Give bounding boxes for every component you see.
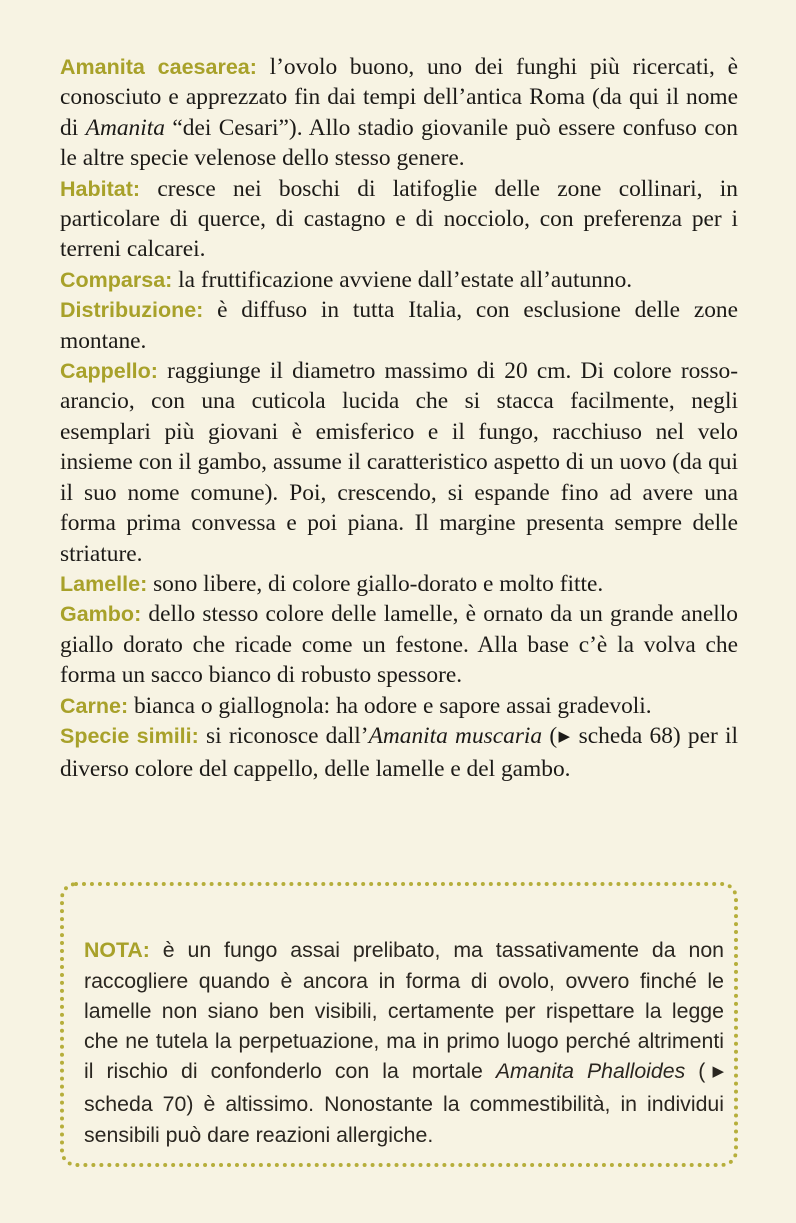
- entry-0: [60, 52, 738, 174]
- body-text: la fruttificazione avviene dall’estate all’autunno.: [172, 266, 633, 293]
- italic-species-name: Amanita Phalloides: [495, 1059, 686, 1084]
- body-text: bianca o giallognola: ha odore e sapore assai gradevoli.: [128, 692, 652, 719]
- body-text: sono libere, di colore giallo-dorato e molto fitte.: [147, 570, 604, 597]
- body-text: dello stesso colore delle lamelle, è ornato da un grande anello giallo dorato che ricade come un festone. Alla base c’è la volva che forma un sacco bianco di robusto spessore.: [60, 601, 738, 689]
- body-text: raggiunge il diametro massimo di 20 cm. Di colore rosso-arancio, con una cuticola lucida che si stacca facilmente, negli esemplari più giovani è emisferico e il fungo, racchiuso nel velo insieme con il gambo, assume il caratteristico aspetto di un uovo (da qui il suo nome comune). Poi, crescendo, si espande fino ad avere una forma prima convessa e poi piana. Il margine presenta sempre delle striature.: [60, 358, 738, 567]
- arrow-right-icon: ▶: [705, 1063, 724, 1081]
- body-text: scheda 68) per il diverso colore del cappello, delle lamelle e del gambo.: [60, 722, 739, 783]
- nota-label: NOTA:: [84, 938, 150, 963]
- entry-label: Gambo:: [60, 602, 142, 627]
- entry-label: Distribuzione:: [60, 298, 204, 323]
- entry-3: [60, 295, 738, 356]
- nota-text: [84, 935, 724, 1149]
- body-text: cresce nei boschi di latifoglie delle zone collinari, in particolare di querce, di castagno e di nocciolo, con preferenza per i terreni calcarei.: [60, 175, 738, 263]
- entry-label: Habitat:: [60, 176, 141, 201]
- arrow-right-icon: ▶: [557, 728, 572, 745]
- body-text: è diffuso in tutta Italia, con esclusione delle zone montane.: [60, 297, 738, 354]
- body-text: l’ovolo buono, uno dei funghi più ricercati, è conosciuto e apprezzato fin dai tempi dell’antica Roma (da qui il nome di: [60, 54, 738, 141]
- entry-label: Lamelle:: [60, 571, 148, 596]
- species-description: [60, 52, 738, 785]
- body-text: si riconosce dall’: [198, 722, 369, 749]
- nota-box: [60, 882, 738, 1167]
- italic-species-name: Amanita muscaria: [368, 722, 543, 749]
- entry-2: [60, 265, 738, 295]
- entry-1: [60, 174, 738, 265]
- body-text: è un fungo assai prelibato, ma tassativamente da non raccogliere quando è ancora in forma di ovolo, ovvero finché le lamelle non siano ben visibili, certamente per rispettare la legge che ne tutela la perpetuazione, ma in primo luogo perché altrimenti il rischio di confonderlo con la mortale: [84, 938, 725, 1084]
- entry-label: Carne:: [60, 693, 129, 718]
- body-text: (: [542, 722, 558, 749]
- entry-4: [60, 356, 738, 569]
- italic-species-name: Amanita: [85, 114, 165, 141]
- entry-6: [60, 599, 738, 690]
- entry-8: [60, 721, 738, 785]
- entry-5: [60, 569, 738, 599]
- body-text: (: [685, 1059, 706, 1084]
- entry-label: Specie simili:: [60, 723, 199, 748]
- body-text: scheda 70) è altissimo. Nonostante la commestibilità, in individui sensibili può dare reazioni allergiche.: [84, 1092, 724, 1147]
- entry-label: Amanita caesarea:: [60, 55, 257, 79]
- entry-7: [60, 691, 738, 721]
- entry-label: Cappello:: [60, 359, 158, 384]
- entry-label: Comparsa:: [60, 267, 173, 292]
- body-text: “dei Cesari”). Allo stadio giovanile può essere confuso con le altre specie velenose dello stesso genere.: [60, 114, 739, 172]
